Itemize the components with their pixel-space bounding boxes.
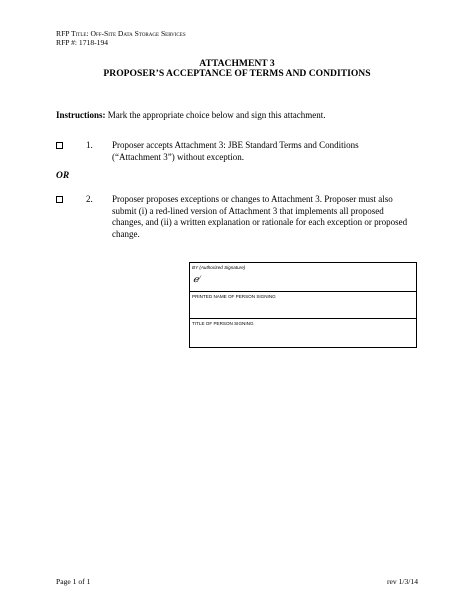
revision-date: rev 1/3/14 xyxy=(386,577,418,586)
instructions xyxy=(56,110,325,121)
attachment-heading: ATTACHMENT 3 xyxy=(199,58,275,69)
signature-field[interactable] xyxy=(190,263,416,292)
option-2-line: Proposer proposes exceptions or changes to Attachment 3. Proposer must also xyxy=(112,194,393,204)
signature-label: BY (Authorized Signature) xyxy=(192,265,246,270)
option-2-text xyxy=(112,194,432,240)
rfp-title: RFP Title: Off-Site Data Storage Services xyxy=(56,29,186,38)
or-label: OR xyxy=(56,171,70,181)
signature-mark: ℯ⁄ xyxy=(193,274,200,284)
option-2-line: changes, and (ii) a written explanation or rationale for each exception or proposed xyxy=(112,217,408,227)
option-1-line: Proposer accepts Attachment 3: JBE Standard Terms and Conditions xyxy=(112,140,359,150)
document-title: PROPOSER’S ACCEPTANCE OF TERMS AND CONDITIONS xyxy=(103,68,371,79)
option-2-checkbox[interactable] xyxy=(56,196,63,203)
printed-name-label: PRINTED NAME OF PERSON SIGNING xyxy=(192,294,276,299)
option-1-text xyxy=(112,140,432,163)
option-2-line: submit (i) a red-lined version of Attachment 3 that implements all proposed xyxy=(112,205,384,216)
title-label: TITLE OF PERSON SIGNING xyxy=(192,321,254,326)
option-2-number: 2. xyxy=(86,194,93,204)
option-2-line: change. xyxy=(112,228,140,239)
page-number: Page 1 of 1 xyxy=(56,577,91,586)
option-1-number: 1. xyxy=(86,140,93,150)
printed-name-field[interactable] xyxy=(190,292,416,319)
option-1-checkbox[interactable] xyxy=(56,142,63,149)
signature-block xyxy=(189,262,417,348)
instructions-text: Mark the appropriate choice below and sign this attachment. xyxy=(105,110,326,120)
instructions-lead: Instructions: xyxy=(56,110,106,120)
option-1-line: (“Attachment 3”) without exception. xyxy=(112,151,244,162)
rfp-number: RFP #: 1718-194 xyxy=(56,38,109,47)
title-field[interactable] xyxy=(190,319,416,347)
